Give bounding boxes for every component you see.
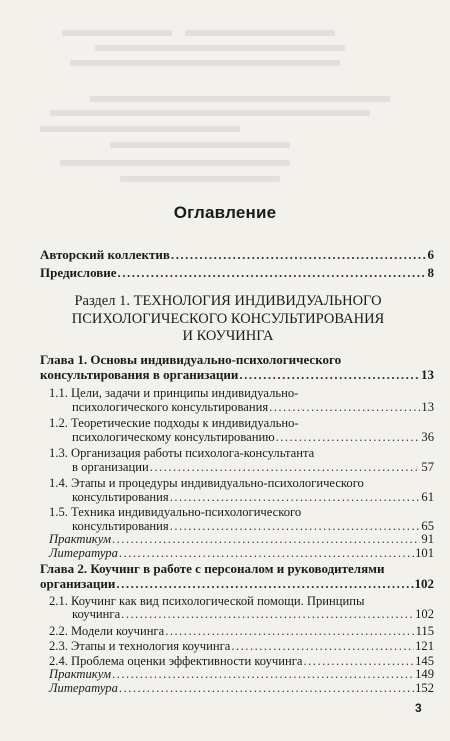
chapter-1-title-line1: Глава 1. Основы индивидуально-психологического [40, 352, 342, 367]
entry-title: 2.3. Этапы и технология коучинга [49, 639, 231, 653]
section-title-line: Раздел 1. ТЕХНОЛОГИЯ ИНДИВИДУАЛЬНОГО [74, 293, 382, 309]
entry-title: психологическому консультированию [72, 430, 275, 444]
toc-entry-2-3[interactable] [49, 639, 434, 653]
entry-page: 65 [421, 519, 434, 533]
entry-page: 101 [415, 546, 434, 560]
entry-title: Практикум [49, 532, 112, 546]
toc-entry-chapter-2[interactable] [40, 577, 434, 591]
entry-page: 91 [421, 532, 434, 546]
dot-leader [165, 624, 414, 638]
entry-page: 115 [415, 624, 434, 638]
toc-entry-2-2[interactable] [49, 624, 434, 638]
item-1-3-line1: 1.3. Организация работы психолога-консультанта [49, 446, 315, 460]
entry-page: 6 [427, 247, 434, 262]
entry-title: Авторский коллектив [40, 247, 170, 262]
dot-leader [118, 266, 427, 280]
entry-page: 36 [421, 430, 434, 444]
dot-leader [116, 577, 413, 591]
dot-leader [304, 654, 415, 668]
entry-title: 2.2. Модели коучинга [49, 624, 165, 638]
entry-page: 61 [421, 490, 434, 504]
dot-leader [121, 607, 414, 621]
dot-leader [170, 519, 421, 533]
dot-leader [269, 400, 420, 414]
toc-entry-2-1[interactable] [72, 607, 434, 621]
entry-title: психологического консультирования [72, 400, 269, 414]
entry-title: организации [40, 576, 116, 591]
item-1-2-line1: 1.2. Теоретические подходы к индивидуально- [49, 416, 299, 430]
toc-entry-practicum-2[interactable] [49, 667, 434, 681]
section-1-title [40, 293, 416, 346]
dot-leader [150, 460, 421, 474]
entry-page: 102 [414, 576, 434, 591]
dot-leader [112, 532, 420, 546]
entry-page: 13 [421, 400, 434, 414]
entry-page: 102 [415, 607, 434, 621]
item-1-4-line1: 1.4. Этапы и процедуры индивидуально-психологического [49, 476, 364, 490]
entry-title: 2.4. Проблема оценки эффективности коучинга [49, 654, 303, 668]
dot-leader [171, 248, 427, 262]
toc-entry-practicum-1[interactable] [49, 532, 434, 546]
entry-title: в организации [72, 460, 149, 474]
toc-entry-1-4[interactable] [72, 490, 434, 504]
section-title-line: ПСИХОЛОГИЧЕСКОГО КОНСУЛЬТИРОВАНИЯ [71, 310, 385, 327]
dot-leader [170, 490, 421, 504]
entry-title: коучинга [72, 607, 121, 621]
chapter-2-title-line1: Глава 2. Коучинг в работе с персоналом и руководителями [40, 561, 385, 576]
toc-entry-literature-1[interactable] [49, 546, 434, 560]
toc-heading: Оглавление [173, 203, 277, 222]
item-1-1-line1: 1.1. Цели, задачи и принципы индивидуально- [49, 386, 299, 400]
entry-page: 152 [415, 681, 434, 695]
entry-page: 13 [421, 367, 434, 382]
dot-leader [119, 546, 414, 560]
entry-page: 121 [415, 639, 434, 653]
entry-title: Литература [49, 681, 118, 695]
entry-title: Предисловие [40, 265, 117, 280]
entry-title: Литература [49, 546, 118, 560]
dot-leader [119, 681, 414, 695]
toc-entry-2-4[interactable] [49, 654, 434, 668]
entry-page: 8 [427, 265, 434, 280]
toc-entry-1-2[interactable] [72, 430, 434, 444]
toc-entry-1-5[interactable] [72, 519, 434, 533]
toc-entry-literature-2[interactable] [49, 681, 434, 695]
toc-entry-1-1[interactable] [72, 400, 434, 414]
entry-title: Практикум [49, 667, 112, 681]
entry-title: консультирования в организации [40, 367, 239, 382]
toc-entry-1-3[interactable] [72, 460, 434, 474]
entry-page: 145 [415, 654, 434, 668]
entry-page: 57 [421, 460, 434, 474]
section-title-line: И КОУЧИНГА [182, 328, 274, 344]
dot-leader [112, 667, 414, 681]
item-2-1-line1: 2.1. Коучинг как вид психологической помощи. Принципы [49, 594, 365, 608]
dot-leader [276, 430, 421, 444]
entry-title: консультирования [72, 519, 169, 533]
toc-entry-authors[interactable] [40, 248, 434, 262]
page-number: 3 [415, 701, 422, 715]
item-1-5-line1: 1.5. Техника индивидуально-психологического [49, 505, 302, 519]
dot-leader [231, 639, 414, 653]
dot-leader [239, 368, 420, 382]
toc-entry-preface[interactable] [40, 266, 434, 280]
toc-entry-chapter-1[interactable] [40, 368, 434, 382]
entry-page: 149 [415, 667, 434, 681]
entry-title: консультирования [72, 490, 169, 504]
